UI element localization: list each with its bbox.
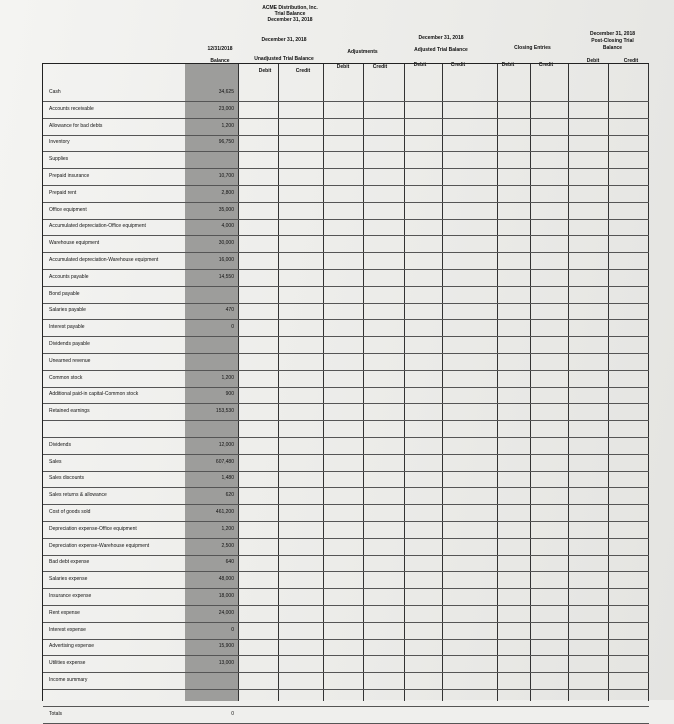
account-name: Cost of goods sold [49, 509, 91, 515]
balance-value: 23,000 [218, 105, 234, 112]
adjustments-debit-heading: Debit [336, 64, 350, 70]
account-row [43, 706, 649, 724]
balance-value: 153,530 [215, 408, 234, 415]
account-row [43, 269, 649, 287]
closing-credit-heading: Credit [538, 62, 554, 68]
account-row [43, 689, 649, 707]
balance-value: 640 [225, 559, 234, 566]
balance-value: 0 [231, 710, 234, 717]
account-row [43, 252, 649, 270]
closing-entries-title: Closing Entries [514, 45, 551, 51]
account-row [43, 588, 649, 606]
balance-value: 12,000 [218, 441, 234, 448]
account-name: Accumulated depreciation-Warehouse equipment [49, 257, 159, 263]
account-row [43, 134, 649, 152]
balance-value: 13,000 [218, 660, 234, 667]
account-name: Depreciation expense-Warehouse equipment [49, 542, 150, 549]
account-name: Allowance for bad debts [49, 122, 103, 129]
account-row [43, 538, 649, 556]
account-name: Office equipment [49, 206, 87, 213]
post-closing-title-2: Balance [602, 45, 623, 51]
company-name: ACME Distribution, Inc. [262, 5, 318, 11]
balance-value: 48,000 [218, 576, 234, 583]
trial-balance-grid [42, 63, 649, 717]
account-name: Interest expense [49, 626, 86, 633]
account-name: Common stock [49, 374, 83, 381]
account-row [43, 286, 649, 304]
account-row [43, 655, 649, 673]
account-name: Salaries payable [49, 307, 86, 314]
account-name: Depreciation expense-Office equipment [49, 525, 137, 532]
adjustments-title: Adjustments [347, 49, 378, 55]
balance-value: 1,200 [221, 122, 234, 129]
account-row [43, 386, 649, 404]
account-name: Accumulated depreciation-Office equipment [49, 223, 146, 230]
balance-value: 0 [231, 626, 234, 633]
account-name: Rent expense [49, 609, 80, 616]
report-date: December 31, 2018 [267, 17, 313, 23]
account-row [43, 605, 649, 623]
account-name: Dividends payable [49, 341, 90, 347]
balance-value: 900 [225, 391, 234, 398]
account-name: Sales discounts [49, 475, 85, 482]
account-row [43, 454, 649, 472]
post-closing-date: December 31, 2018 [589, 31, 636, 37]
balance-value: 16,000 [218, 257, 234, 263]
account-name: Bad debt expense [49, 559, 90, 566]
account-row [43, 319, 649, 337]
account-name: Sales returns & allowance [49, 492, 107, 499]
account-row [43, 353, 649, 371]
account-name: Salaries expense [49, 576, 88, 583]
account-name: Prepaid rent [49, 189, 77, 196]
adjusted-date: December 31, 2018 [418, 35, 464, 41]
balance-value: 15,900 [218, 643, 234, 650]
closing-debit-heading: Debit [501, 62, 515, 68]
account-name: Accounts receivable [49, 105, 94, 112]
account-row [43, 202, 649, 220]
account-name: Interest payable [49, 324, 85, 331]
post-closing-debit-heading: Debit [586, 58, 600, 64]
balance-value: 470 [225, 307, 234, 314]
account-row [43, 370, 649, 388]
account-row [43, 504, 649, 522]
account-name: Income summary [49, 677, 88, 683]
balance-value: 18,000 [218, 593, 234, 599]
account-row [43, 151, 649, 169]
account-row [43, 571, 649, 589]
balance-value: 2,500 [221, 542, 234, 549]
balance-value: 30,000 [218, 240, 234, 247]
balance-value: 0 [231, 324, 234, 331]
unadjusted-date: December 31, 2018 [261, 37, 307, 43]
account-name: Unearned revenue [49, 357, 91, 364]
unadjusted-debit-heading: Debit [258, 68, 272, 74]
account-name: Inventory [49, 139, 70, 146]
account-name: Cash [49, 89, 61, 95]
post-closing-title: Post-Closing Trial [591, 38, 634, 44]
account-row [43, 84, 649, 102]
balance-value: 2,800 [221, 189, 234, 196]
account-row [43, 420, 649, 438]
balance-value: 1,200 [221, 374, 234, 381]
account-row [43, 470, 649, 488]
report-title: Trial Balance [274, 11, 306, 17]
account-row [43, 235, 649, 253]
account-row [43, 302, 649, 320]
account-name: Prepaid insurance [49, 173, 90, 179]
balance-value: 1,480 [221, 475, 234, 482]
account-name: Totals [49, 710, 63, 717]
account-row [43, 638, 649, 656]
account-name: Sales [49, 458, 62, 465]
adjustments-credit-heading: Credit [372, 64, 388, 70]
account-name: Dividends [49, 441, 71, 448]
account-name: Advertising expense [49, 643, 95, 650]
adjusted-title: Adjusted Trial Balance [414, 47, 468, 53]
account-row [43, 168, 649, 186]
col-balance: Balance [210, 58, 230, 64]
account-name: Accounts payable [49, 273, 89, 280]
account-row [43, 336, 649, 354]
balance-value: 4,000 [221, 223, 234, 230]
col-date-left: 12/31/2018 [207, 46, 233, 52]
account-name: Supplies [49, 156, 69, 163]
adjusted-credit-heading: Credit [450, 62, 466, 68]
balance-value: 24,000 [218, 609, 234, 616]
balance-value: 14,550 [218, 273, 234, 280]
account-name: Insurance expense [49, 593, 92, 599]
balance-value: 34,625 [218, 89, 234, 95]
account-row [43, 554, 649, 572]
account-row [43, 118, 649, 136]
account-row [43, 622, 649, 640]
account-name: Bond payable [49, 290, 80, 297]
account-name: Utilities expense [49, 660, 86, 667]
balance-value: 620 [225, 492, 234, 499]
account-row [43, 403, 649, 421]
balance-value: 607,480 [215, 458, 234, 465]
account-row [43, 437, 649, 455]
account-name: Warehouse equipment [49, 240, 100, 247]
account-row [43, 218, 649, 236]
post-closing-credit-heading: Credit [623, 58, 639, 64]
balance-value: 461,200 [215, 509, 234, 515]
balance-value: 96,750 [218, 139, 234, 146]
unadjusted-credit-heading: Credit [295, 68, 311, 74]
account-row [43, 101, 649, 119]
balance-value: 35,000 [218, 206, 234, 213]
account-row [43, 185, 649, 203]
unadjusted-title: Unadjusted Trial Balance [254, 56, 314, 62]
account-row [43, 672, 649, 690]
balance-value: 10,700 [218, 173, 234, 179]
balance-value: 1,200 [221, 525, 234, 532]
account-name: Retained earnings [49, 408, 90, 415]
account-row [43, 487, 649, 505]
adjusted-debit-heading: Debit [413, 62, 427, 68]
account-row [43, 521, 649, 539]
account-name: Additional paid-in capital-Common stock [49, 391, 139, 398]
